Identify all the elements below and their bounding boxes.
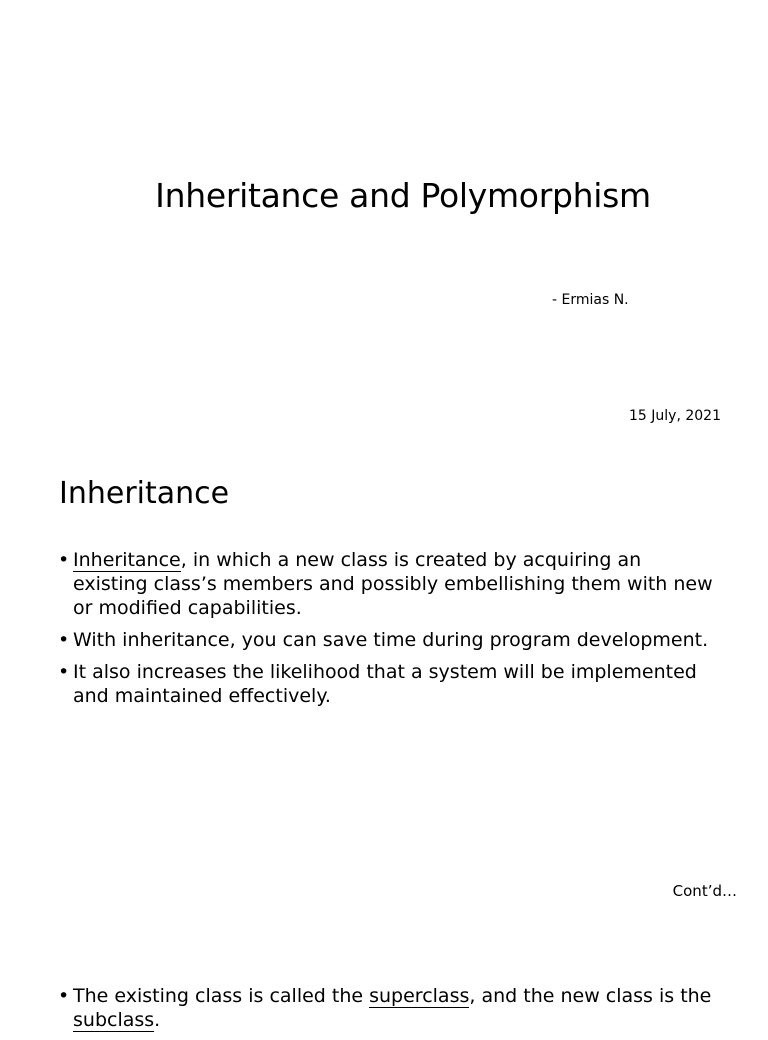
bullet-list [58,548,718,716]
slide-heading: Cont’d… [672,882,737,900]
bullet-item-save-time [58,628,718,652]
bullet-item-superclass [58,984,718,1032]
slide-heading: Inheritance [59,476,230,511]
bullet-item-likelihood [58,660,718,708]
bullet-text: , in which a new class is created by acquiring an existing class’s members and possibly embellishing them with new or modified capabilities. [73,549,713,619]
presentation-title: Inheritance and Polymorphism [155,176,651,215]
term-superclass: superclass [369,985,470,1007]
bullet-text: , and the new class is the [469,985,712,1007]
bullet-text: It also increases the likelihood that a system will be implemented and maintained effectively. [73,661,697,707]
term-inheritance: Inheritance [73,549,181,571]
term-subclass: subclass [73,1009,155,1031]
bullet-item-definition [58,548,718,620]
inheritance-slide [0,448,768,848]
bullet-list [58,984,718,1040]
contd-slide [0,848,768,1031]
presentation-date: 15 July, 2021 [629,408,721,424]
bullet-text: With inheritance, you can save time during program development. [73,629,709,651]
title-slide [0,0,768,448]
bullet-text: . [154,1009,161,1031]
bullet-text: The existing class is called the [73,985,370,1007]
author-name: - Ermias N. [552,292,629,308]
